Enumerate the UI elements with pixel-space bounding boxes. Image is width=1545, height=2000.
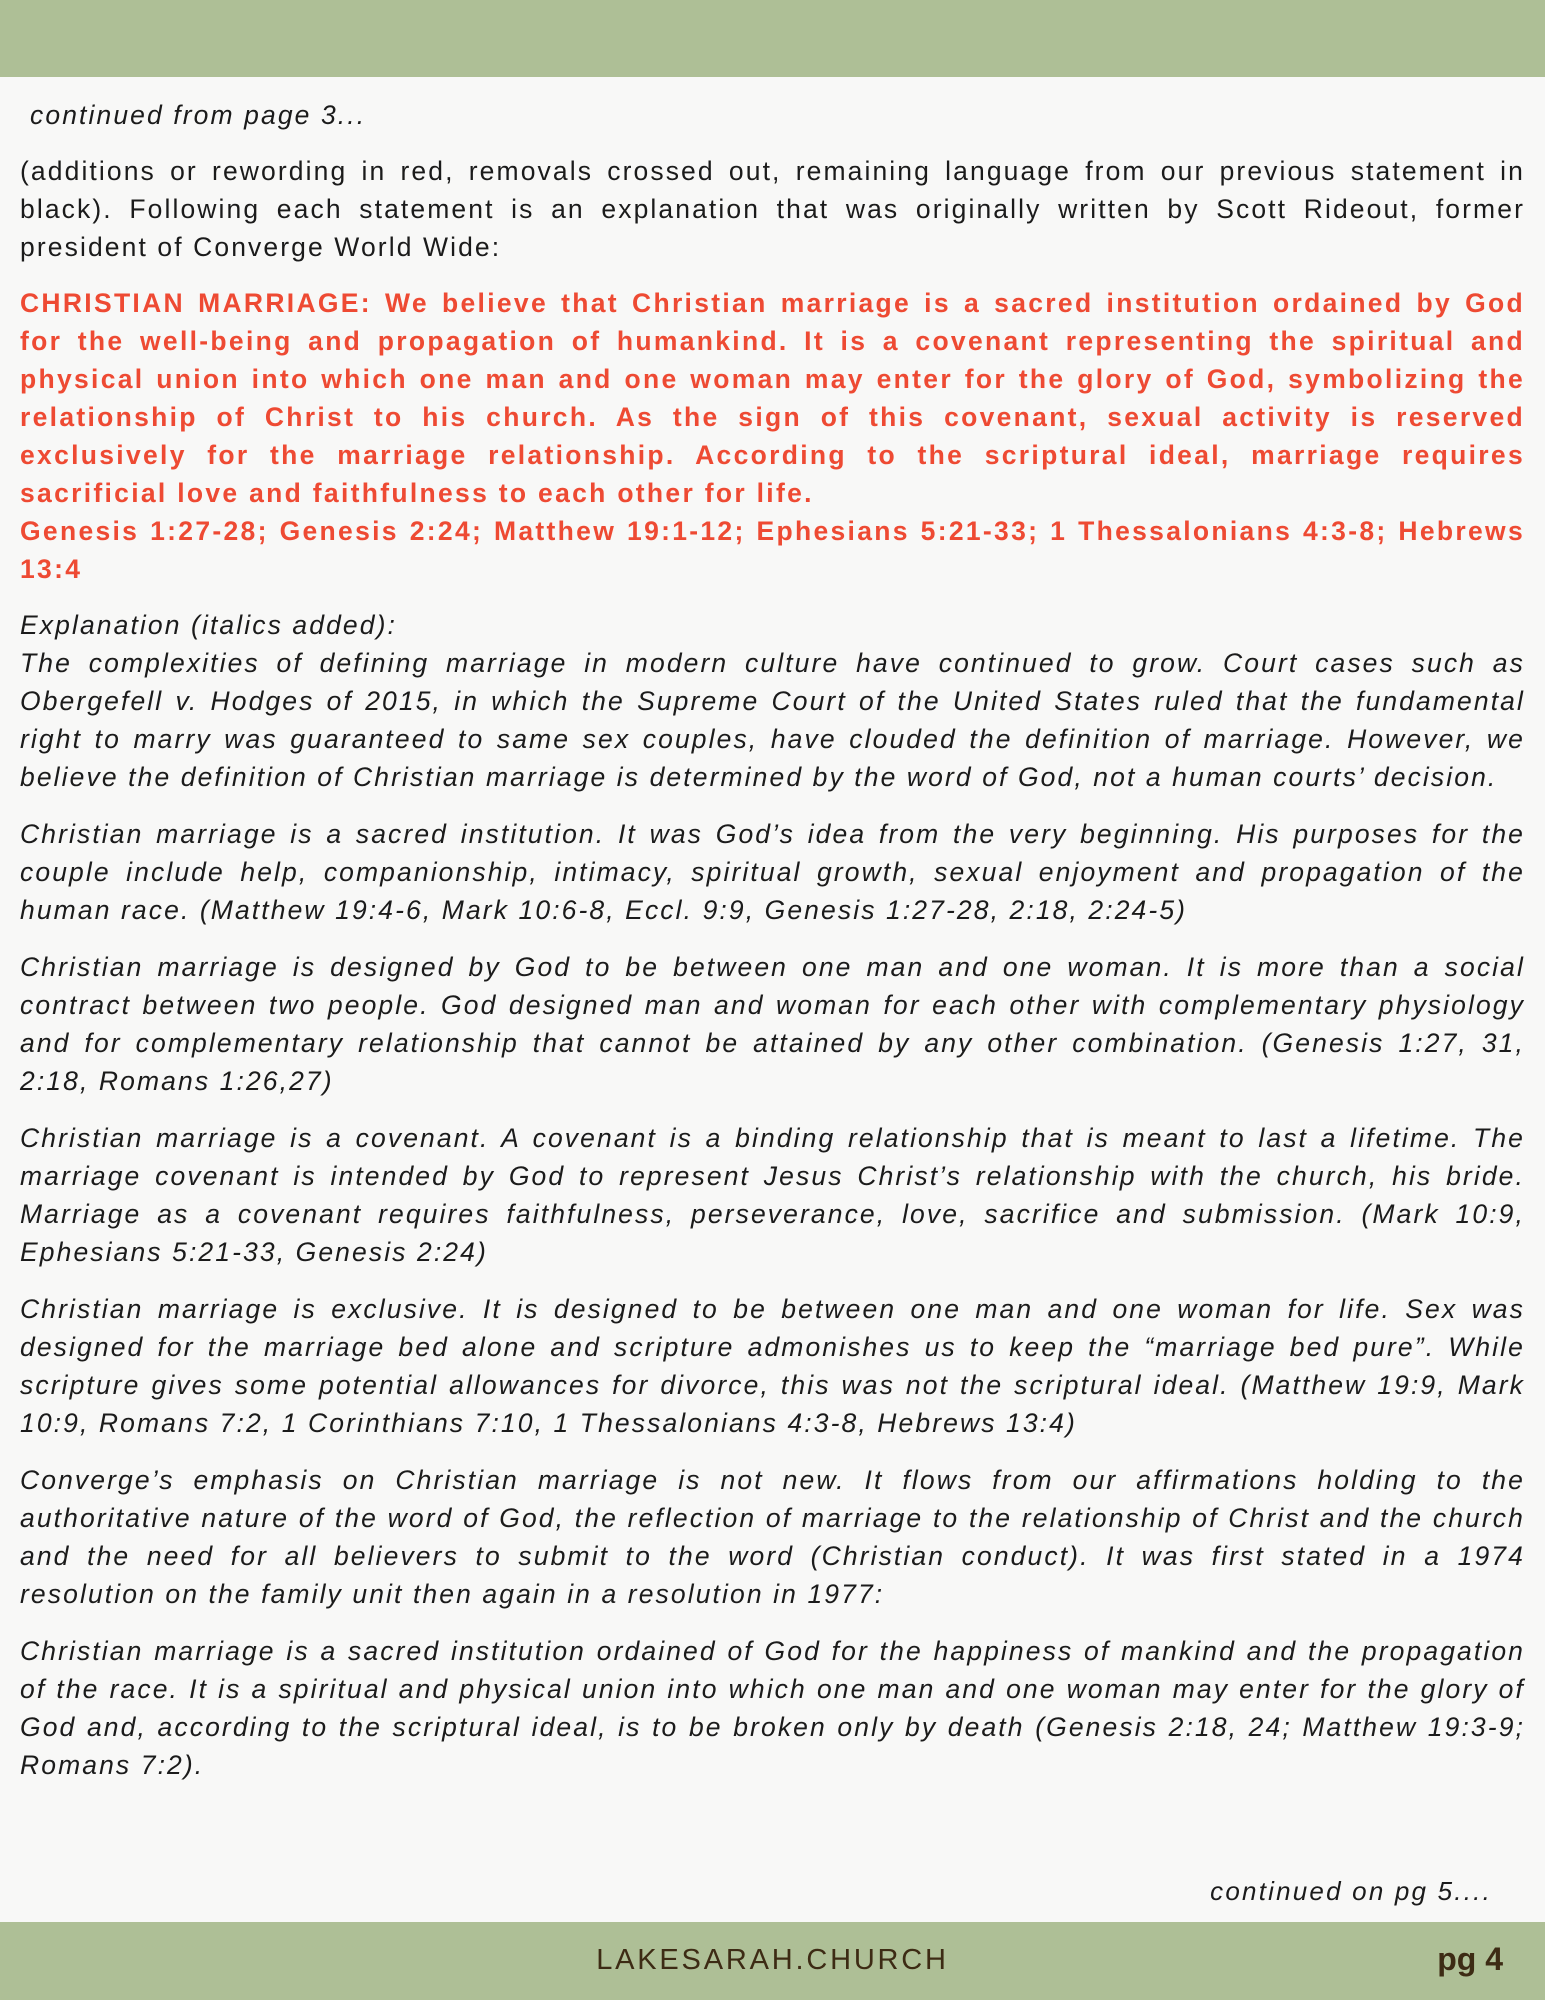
explanation-paragraph: Christian marriage is a covenant. A covenant is a binding relationship that is meant to last a lifetime. The marriage covenant is intended by God to represent Jesus Christ’s relationship with the church, his bride. Marriage as a covenant requires faithfulness, perseverance, love, sacrifice and submission. (Mark 10:9, Ephesians 5:21-33, Genesis 2:24) xyxy=(20,1123,1525,1267)
explanation-paragraph: The complexities of defining marriage in modern culture have continued to grow. Court cases such as Obergefell v. Hodges of 2015, in which the Supreme Court of the United States ruled that the fundamental right to marry was guaranteed to same sex couples, have clouded the definition of marriage. However, we believe the definition of Christian marriage is determined by the word of God, not a human courts’ decision. xyxy=(20,648,1525,792)
continued-from-note: continued from page 3... xyxy=(30,100,367,130)
marriage-statement: CHRISTIAN MARRIAGE: We believe that Christian marriage is a sacred institution ordained by God for the well-being and propagation of humankind. It is a covenant representing the spiritual and physical union into which one man and one woman may enter for the glory of God, symbolizing the relationship of Christ to his church. As the sign of this covenant, sexual activity is reserved exclusively for the marriage relationship. According to the scriptural ideal, marriage requires sacrificial love and faithfulness to each other for life. xyxy=(20,288,1525,508)
footer-band xyxy=(0,1922,1545,2000)
explanation-paragraph: Christian marriage is designed by God to be between one man and one woman. It is more than a social contract between two people. God designed man and woman for each other with complementary physiology and for complementary relationship that cannot be attained by any other combination. (Genesis 1:27, 31, 2:18, Romans 1:26,27) xyxy=(20,952,1525,1096)
intro-paragraph: (additions or rewording in red, removals crossed out, remaining language from our previous statement in black). Following each statement is an explanation that was originally written by Scott Rideout, former president of Converge World Wide: xyxy=(20,156,1525,262)
explanation-heading: Explanation (italics added): xyxy=(20,610,397,640)
page-content xyxy=(20,96,1525,1803)
explanation-paragraph: Christian marriage is a sacred institution. It was God’s idea from the very beginning. His purposes for the couple include help, companionship, intimacy, spiritual growth, sexual enjoyment and propagation of the human race. (Matthew 19:4-6, Mark 10:6-8, Eccl. 9:9, Genesis 1:27-28, 2:18, 2:24-5) xyxy=(20,819,1525,925)
continued-on-note: continued on pg 5.... xyxy=(1210,1876,1492,1906)
scripture-references: Genesis 1:27-28; Genesis 2:24; Matthew 19:1-12; Ephesians 5:21-33; 1 Thessalonians 4:3-8; Hebrews 13:4 xyxy=(20,516,1525,584)
explanation-paragraph: Converge’s emphasis on Christian marriage is not new. It flows from our affirmations holding to the authoritative nature of the word of God, the reflection of marriage to the relationship of Christ and the church and the need for all believers to submit to the word (Christian conduct). It was first stated in a 1974 resolution on the family unit then again in a resolution in 1977: xyxy=(20,1465,1525,1609)
explanation-paragraph: Christian marriage is exclusive. It is designed to be between one man and one woman for life. Sex was designed for the marriage bed alone and scripture admonishes us to keep the “marriage bed pure”. While scripture gives some potential allowances for divorce, this was not the scriptural ideal. (Matthew 19:9, Mark 10:9, Romans 7:2, 1 Corinthians 7:10, 1 Thessalonians 4:3-8, Hebrews 13:4) xyxy=(20,1294,1525,1438)
header-band xyxy=(0,0,1545,77)
footer-website: LAKESARAH.CHURCH xyxy=(596,1944,949,1976)
page-number: pg 4 xyxy=(1437,1941,1503,1977)
resolution-quote: Christian marriage is a sacred institution ordained of God for the happiness of mankind and the propagation of the race. It is a spiritual and physical union into which one man and one woman may enter for the glory of God and, according to the scriptural ideal, is to be broken only by death (Genesis 2:18, 24; Matthew 19:3-9; Romans 7:2). xyxy=(20,1636,1525,1780)
